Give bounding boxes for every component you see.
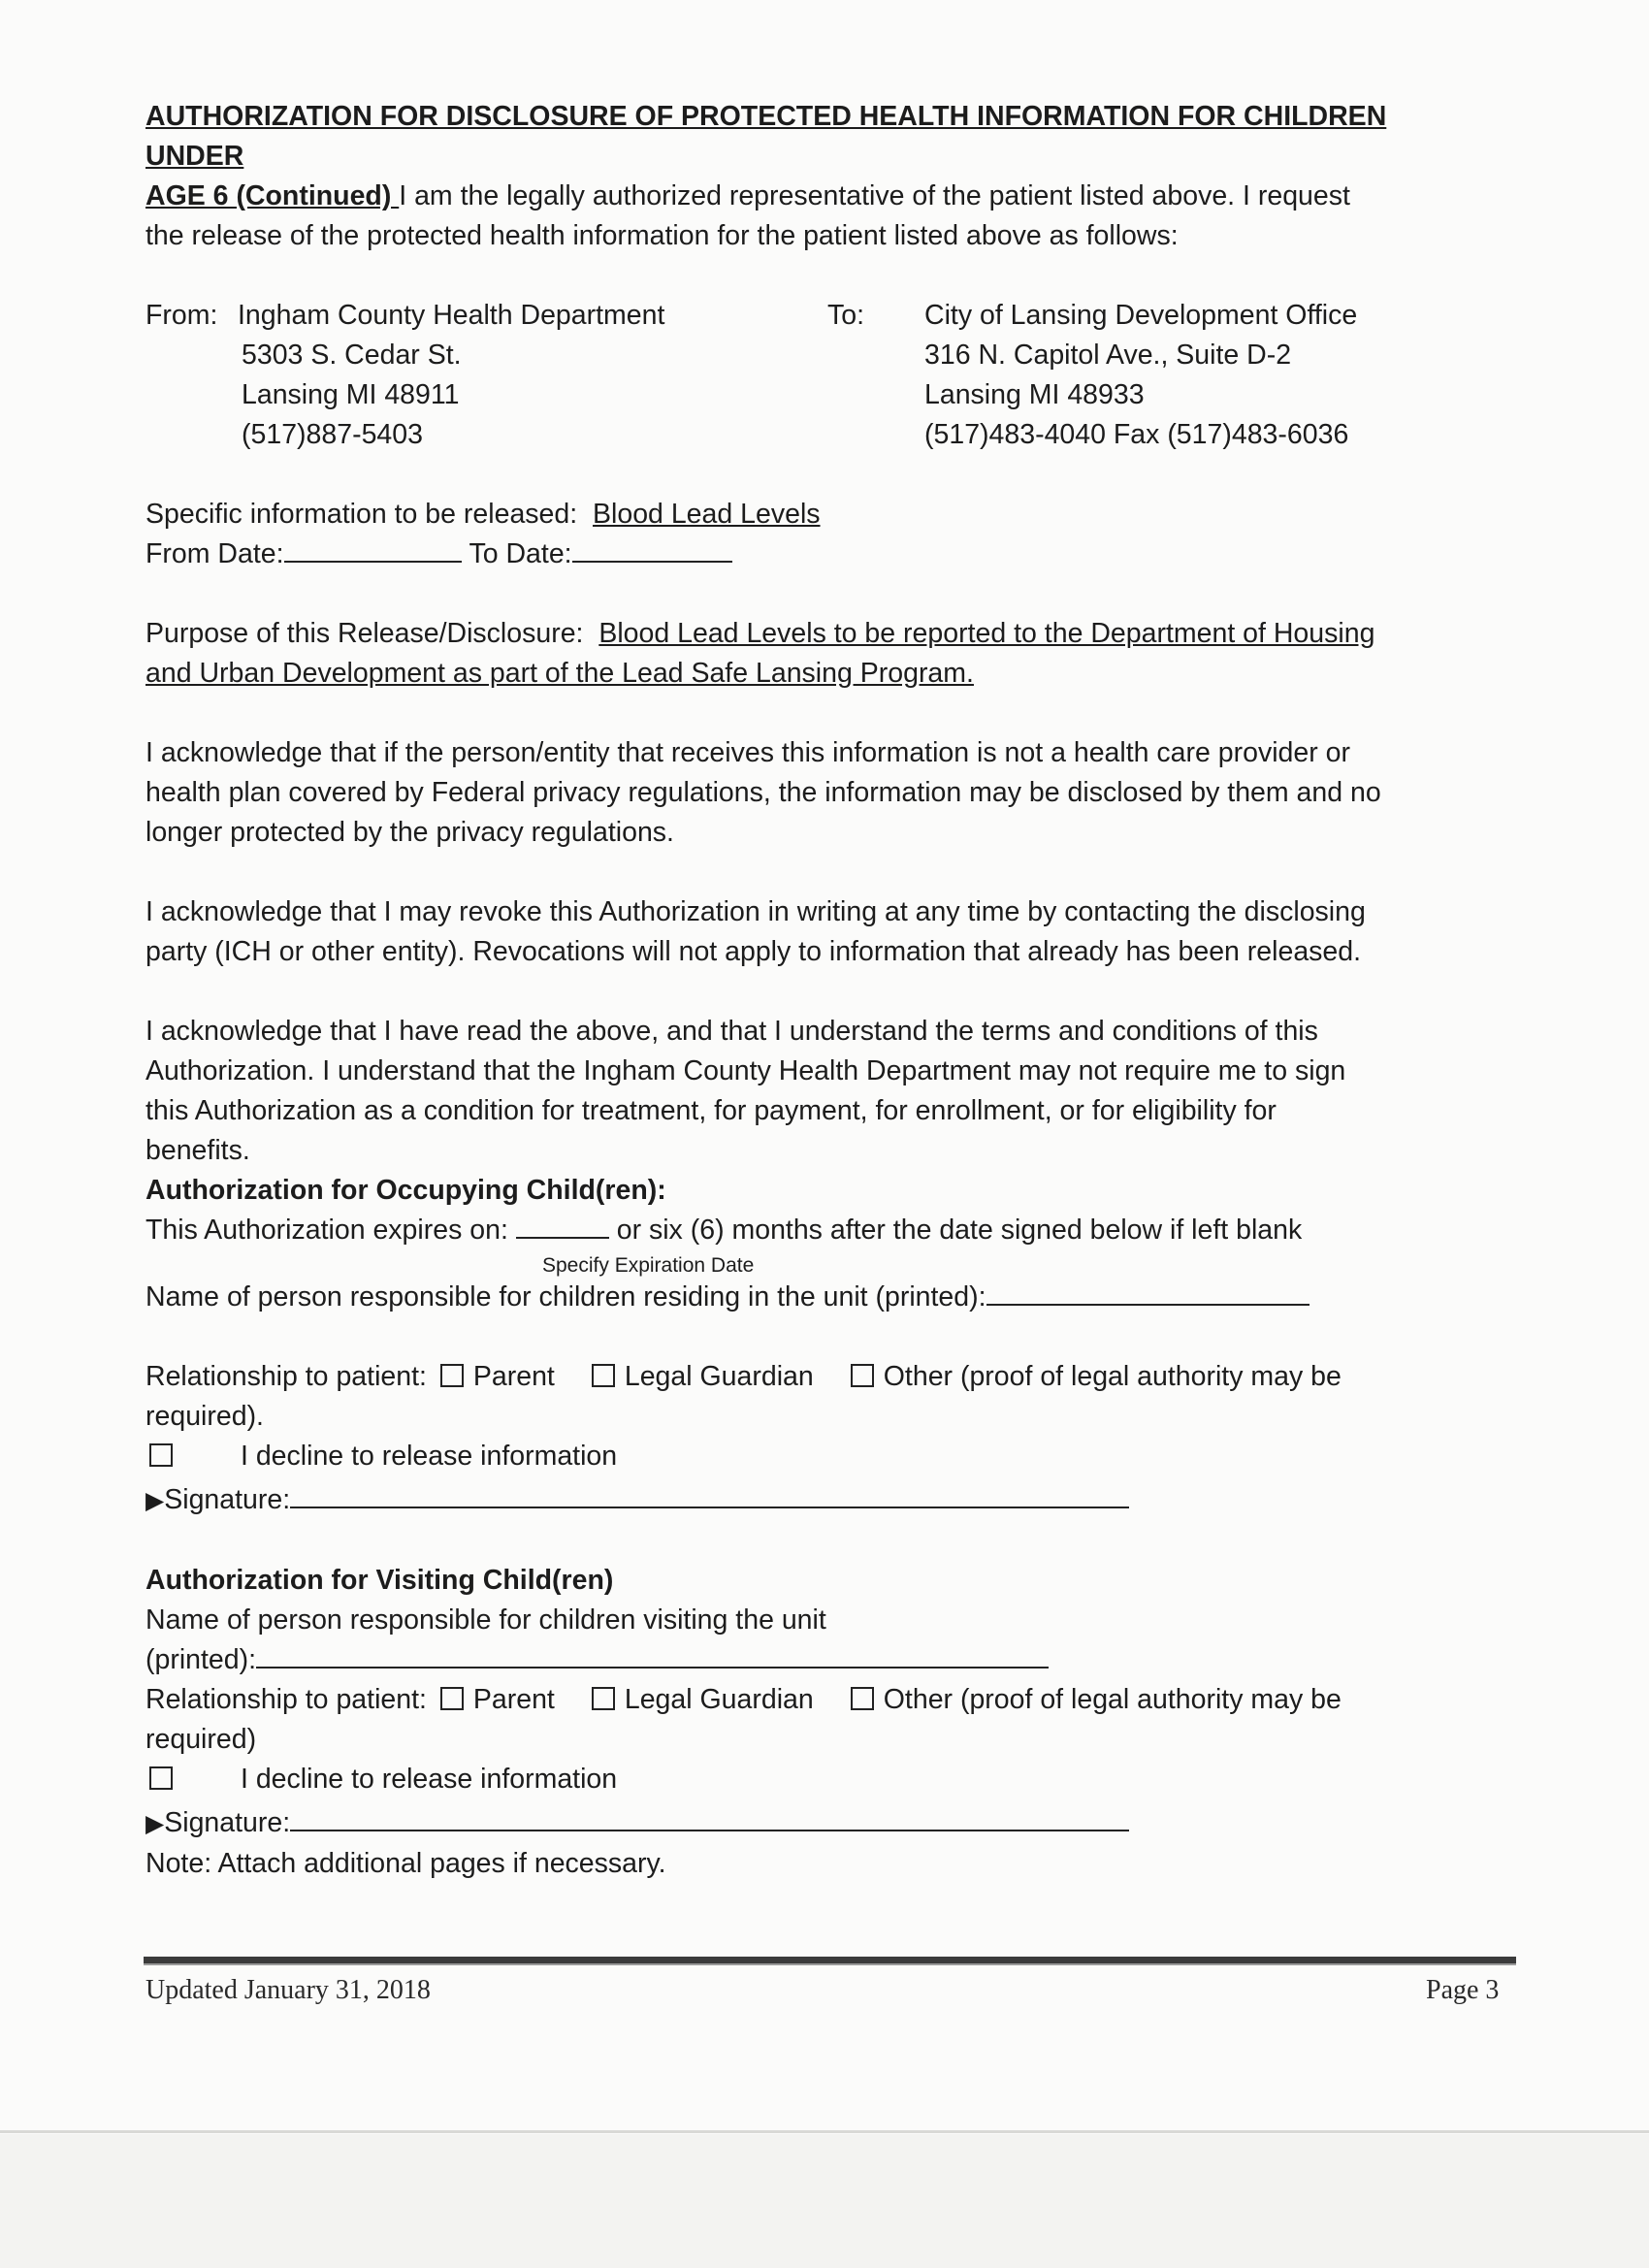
ack1-line2: health plan covered by Federal privacy regulations, the information may be disclosed by them and no — [146, 777, 1381, 808]
document-body — [146, 97, 1489, 1884]
to-date-field[interactable] — [572, 536, 732, 563]
specific-info-row — [146, 495, 1489, 535]
visiting-decline-checkbox[interactable] — [149, 1766, 173, 1790]
option-label: Other (proof of legal authority may be — [883, 1361, 1342, 1392]
from-phone: (517)887-5403 — [242, 419, 423, 450]
arrow-icon: ▶ — [146, 1487, 165, 1514]
address-block — [146, 296, 1489, 455]
visiting-option-parent[interactable] — [440, 1680, 555, 1720]
from-date-label: From Date: — [146, 538, 284, 569]
visiting-other-cont: required) — [146, 1724, 257, 1755]
purpose-value-a: Blood Lead Levels to be reported to the Department of Housing — [598, 618, 1375, 649]
from-org: Ingham County Health Department — [238, 300, 665, 331]
expiration-hint: Specify Expiration Date — [542, 1254, 755, 1277]
visiting-relationship-row — [146, 1680, 1489, 1720]
sheet-edge — [0, 2130, 1649, 2133]
to-label-col — [827, 296, 864, 336]
occupying-option-parent[interactable] — [440, 1357, 555, 1397]
occupying-name-field[interactable] — [986, 1280, 1310, 1306]
option-label: Legal Guardian — [624, 1684, 814, 1715]
visiting-signature-row — [146, 1803, 1489, 1844]
to-phone: (517)483-4040 Fax (517)483-6036 — [924, 419, 1349, 450]
visiting-signature-label: Signature: — [164, 1807, 291, 1838]
intro-text-a: I am the legally authorized representative of the patient listed above. I request — [399, 180, 1350, 211]
occupying-decline-checkbox[interactable] — [149, 1443, 173, 1467]
purpose-label: Purpose of this Release/Disclosure: — [146, 618, 584, 649]
occupying-signature-row — [146, 1480, 1489, 1521]
ack2-line2: party (ICH or other entity). Revocations will not apply to information that already has been released. — [146, 936, 1362, 967]
occupying-name-label: Name of person responsible for children residing in the unit (printed): — [146, 1281, 986, 1312]
expiration-row — [146, 1211, 1489, 1250]
occupying-signature-field[interactable] — [290, 1482, 1129, 1508]
form-title-line1: AUTHORIZATION FOR DISCLOSURE OF PROTECTED HEALTH INFORMATION FOR CHILDREN UNDER — [146, 101, 1387, 172]
option-label: Other (proof of legal authority may be — [883, 1684, 1342, 1715]
arrow-icon: ▶ — [146, 1810, 165, 1837]
ack3-line2: Authorization. I understand that the Ingham County Health Department may not require me to sign — [146, 1055, 1346, 1086]
note: Note: Attach additional pages if necessary. — [146, 1848, 666, 1879]
visiting-name-field[interactable] — [256, 1642, 1049, 1669]
occupying-relationship-row — [146, 1357, 1489, 1397]
occupying-option-guardian[interactable] — [592, 1357, 814, 1397]
ack1-line3: longer protected by the privacy regulations. — [146, 817, 674, 848]
to-date-label: To Date: — [469, 538, 572, 569]
checkbox[interactable] — [592, 1687, 615, 1710]
from-city: Lansing MI 48911 — [242, 379, 460, 410]
form-title-line2: AGE 6 (Continued) — [146, 180, 400, 211]
visiting-decline-label: I decline to release information — [241, 1764, 618, 1795]
from-street: 5303 S. Cedar St. — [242, 340, 462, 371]
occupying-decline-label: I decline to release information — [241, 1441, 618, 1472]
visiting-printed-row — [146, 1640, 1489, 1680]
specific-info-value: Blood Lead Levels — [593, 499, 821, 530]
occupying-relationship-label: Relationship to patient: — [146, 1361, 427, 1392]
to-city: Lansing MI 48933 — [924, 379, 1145, 410]
option-label: Parent — [472, 1361, 555, 1392]
ack2-line1: I acknowledge that I may revoke this Authorization in writing at any time by contacting the disclosing — [146, 896, 1366, 927]
visiting-heading: Authorization for Visiting Child(ren) — [146, 1565, 614, 1596]
intro-line2: the release of the protected health information for the patient listed above as follows: — [146, 220, 1179, 251]
purpose-value-b: and Urban Development as part of the Lead Safe Lansing Program. — [146, 658, 974, 689]
intro-line1 — [146, 177, 1489, 216]
footer-rule — [144, 1957, 1516, 1965]
expiration-date-field[interactable] — [516, 1213, 609, 1239]
from-address — [238, 296, 664, 455]
occupying-name-row — [146, 1278, 1489, 1317]
visiting-signature-field[interactable] — [290, 1805, 1129, 1831]
purpose-row — [146, 614, 1489, 654]
checkbox[interactable] — [851, 1687, 874, 1710]
option-label: Parent — [472, 1684, 555, 1715]
from-date-field[interactable] — [284, 536, 462, 563]
to-street: 316 N. Capitol Ave., Suite D-2 — [924, 340, 1292, 371]
visiting-name-label: Name of person responsible for children visiting the unit — [146, 1604, 826, 1636]
footer-page-number: Page 3 — [1426, 1975, 1500, 2005]
to-address — [924, 296, 1357, 455]
checkbox[interactable] — [440, 1364, 464, 1387]
footer-updated: Updated January 31, 2018 — [146, 1975, 431, 2005]
option-label: Legal Guardian — [624, 1361, 814, 1392]
visiting-decline-row — [146, 1760, 1489, 1799]
expires-suffix: or six (6) months after the date signed below if left blank — [608, 1215, 1303, 1246]
ack3-line1: I acknowledge that I have read the above, and that I understand the terms and conditions of this — [146, 1016, 1318, 1047]
visiting-relationship-label: Relationship to patient: — [146, 1684, 427, 1715]
occupying-signature-label: Signature: — [164, 1484, 291, 1515]
visiting-option-guardian[interactable] — [592, 1680, 814, 1720]
checkbox[interactable] — [440, 1687, 464, 1710]
to-label: To: — [827, 300, 865, 331]
occupying-other-cont: required). — [146, 1401, 264, 1432]
date-range-row — [146, 535, 1489, 574]
occupying-decline-row — [146, 1437, 1489, 1476]
from-label: From: — [146, 300, 218, 331]
visiting-option-other[interactable] — [851, 1680, 1342, 1720]
to-org: City of Lansing Development Office — [924, 300, 1358, 331]
ack3-line4: benefits. — [146, 1135, 250, 1166]
checkbox[interactable] — [851, 1364, 874, 1387]
from-label-col — [146, 296, 217, 336]
checkbox[interactable] — [592, 1364, 615, 1387]
visiting-printed-label: (printed): — [146, 1644, 257, 1675]
specific-info-label: Specific information to be released: — [146, 499, 578, 530]
expires-label: This Authorization expires on: — [146, 1215, 508, 1246]
occupying-option-other[interactable] — [851, 1357, 1342, 1397]
ack1-line1: I acknowledge that if the person/entity that receives this information is not a health care provider or — [146, 737, 1351, 768]
ack3-line3: this Authorization as a condition for treatment, for payment, for enrollment, or for eligibility for — [146, 1095, 1277, 1126]
occupying-heading: Authorization for Occupying Child(ren): — [146, 1175, 666, 1206]
